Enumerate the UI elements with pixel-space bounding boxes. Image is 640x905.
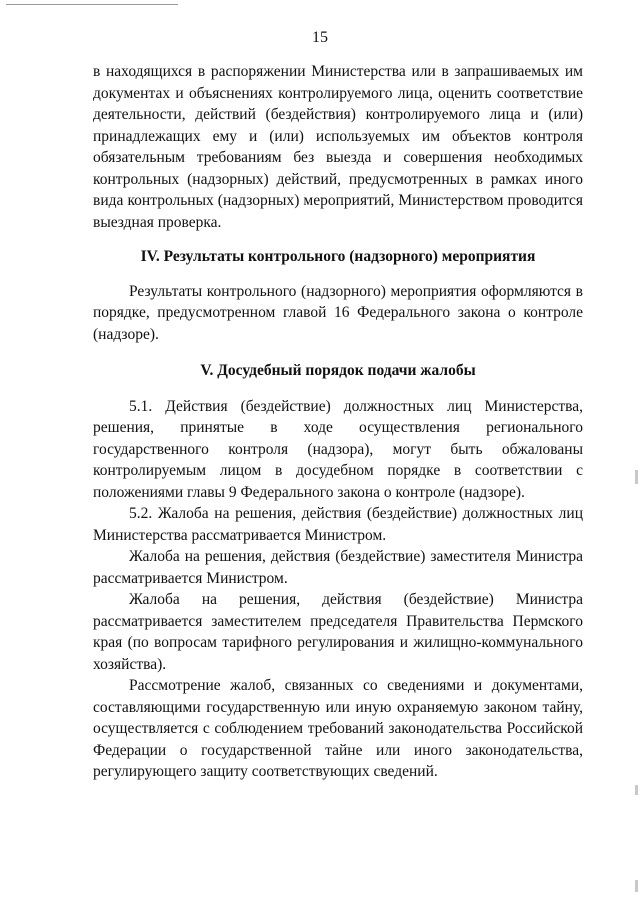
section-4-paragraph: Результаты контрольного (надзорного) мероприятия оформляются в порядке, предусмотренном главой 16 Федерального закона о контроле (надзоре). [93, 282, 583, 343]
paragraph-5-1: 5.1. Действия (бездействие) должностных лиц Министерства, решения, принятые в ходе осуществления регионального государственного контроля (надзора), могут быть обжалованы контролируемым лицом в досудебном порядке в соответствии с положениями главы 9 Федерального закона о контроле (надзоре). [93, 397, 583, 501]
section-4-title: IV. Результаты контрольного (надзорного) мероприятия [140, 248, 536, 265]
page-number: 15 [312, 29, 328, 46]
scan-artifact-line [6, 4, 178, 5]
paragraph-state-secret-complaints: Рассмотрение жалоб, связанных со сведениями и документами, составляющими государственную или иную охраняемую законом тайну, осуществляется с соблюдением требований законодательства Российской Федерации о государственной тайне или иного законодательства, регулирующего защиту соответствующих сведений. [93, 677, 583, 780]
opening-paragraph: в находящихся в распоряжении Министерства или в запрашиваемых им документах и объяснениях контролируемого лица, оценить соответствие деятельности, действий (бездействия) контролируемого лица и (или) принадлежащих ему и (или) используемых им объектов контроля обязательным требованиям без выезда и совершения необходимых контрольных (надзорных) действий, предусмотренных в рамках иного вида контрольных (надзорных) мероприятий, Министерством проводится выездная проверка. [93, 63, 583, 231]
scan-edge-mark [635, 785, 638, 795]
document-page [93, 61, 583, 783]
paragraph-deputy-minister-complaint: Жалоба на решения, действия (бездействие) заместителя Министра рассматривается Министром. [93, 548, 583, 587]
paragraph-5-2: 5.2. Жалоба на решения, действия (бездействие) должностных лиц Министерства рассматривается Министром. [93, 505, 583, 544]
section-5-title: V. Досудебный порядок подачи жалобы [200, 362, 476, 379]
scan-edge-mark [635, 470, 638, 484]
paragraph-minister-complaint: Жалоба на решения, действия (бездействие) Министра рассматривается заместителем председателя Правительства Пермского края (по вопросам тарифного регулирования и жилищно-коммунального хозяйства). [93, 591, 583, 673]
scan-edge-mark [635, 880, 638, 892]
